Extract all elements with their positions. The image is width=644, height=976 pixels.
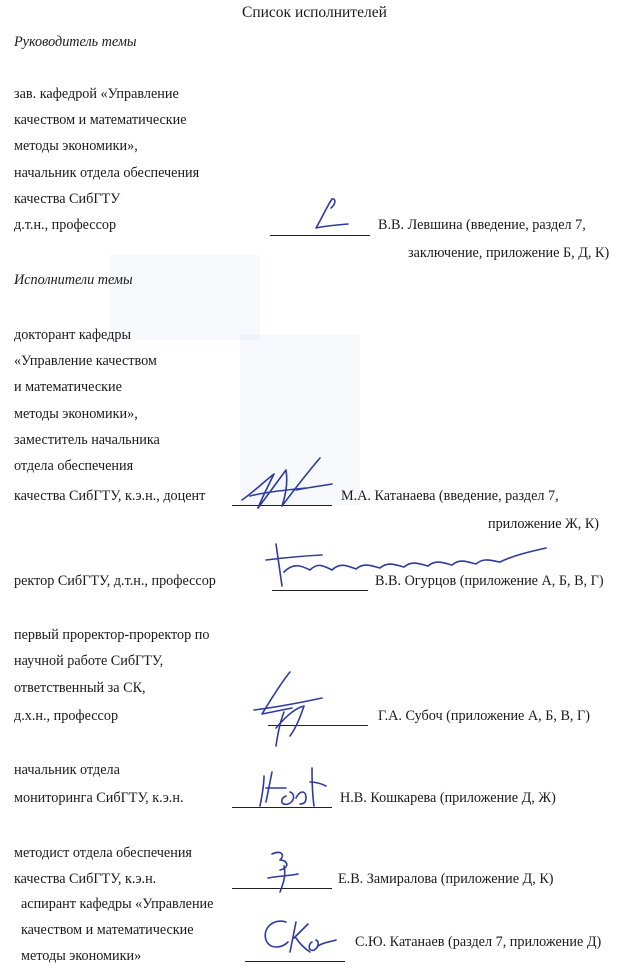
leader-position-line: методы экономики», [14, 138, 138, 154]
performer-name: С.Ю. Катанаев (раздел 7, приложение Д) [355, 934, 602, 950]
performer-position-line: качества СибГТУ, к.э.н., доцент [14, 488, 206, 504]
signature-zamiralova [262, 846, 312, 896]
performer-position-line: методист отдела обеспечения [14, 845, 192, 861]
leader-position-line: начальник отдела обеспечения [14, 165, 200, 181]
performer-position-line: методы экономики», [14, 406, 138, 422]
performer-position-line: заместитель начальника [14, 432, 160, 448]
leader-position-line: качества СибГТУ [14, 191, 121, 207]
performer-position-line: качества СибГТУ, к.э.н. [14, 871, 157, 887]
leader-position-line: качеством и математические [14, 112, 187, 128]
performer-position-line: методы экономики» [21, 948, 142, 964]
performer-name: Е.В. Замиралова (приложение Д, К) [338, 871, 554, 887]
performer-position-line: ответственный за СК, [14, 680, 146, 696]
performer-position-line: аспирант кафедры «Управление [21, 896, 214, 912]
performer-position-line: докторант кафедры [14, 327, 131, 343]
signature-koshkareva [256, 762, 336, 812]
page-title: Список исполнителей [242, 4, 387, 21]
performer-position-line: ректор СибГТУ, д.т.н., профессор [14, 573, 216, 589]
signature-katanaeva [236, 450, 346, 520]
section-heading-leader: Руководитель темы [14, 34, 137, 50]
performer-position-line: д.х.н., профессор [14, 708, 119, 724]
signature-suboch [246, 668, 336, 758]
performer-name: Н.В. Кошкарева (приложение Д, Ж) [340, 790, 556, 806]
performer-position-line: отдела обеспечения [14, 458, 134, 474]
signature-levshina [302, 196, 362, 238]
leader-position-line: зав. кафедрой «Управление [14, 86, 179, 102]
signature-katanaev [256, 912, 346, 962]
performer-position-line: научной работе СибГТУ, [14, 653, 164, 669]
performer-name: Г.А. Субоч (приложение А, Б, В, Г) [378, 708, 590, 724]
leader-name: В.В. Левшина (введение, раздел 7, [378, 217, 586, 233]
performer-position-line: первый проректор-проректор по [14, 627, 210, 643]
performer-position-line: мониторинга СибГТУ, к.э.н. [14, 790, 184, 806]
leader-name-continued: заключение, приложение Б, Д, К) [408, 245, 610, 261]
performer-position-line: «Управление качеством [14, 353, 157, 369]
performer-name-continued: приложение Ж, К) [488, 516, 600, 532]
paper-shadow [110, 255, 260, 340]
performer-name: М.А. Катанаева (введение, раздел 7, [341, 488, 559, 504]
section-heading-performers: Исполнители темы [14, 272, 133, 288]
performer-position-line: качеством и математические [21, 922, 194, 938]
leader-position-line: д.т.н., профессор [14, 217, 117, 233]
performer-position-line: начальник отдела [14, 762, 120, 778]
performer-position-line: и математические [14, 379, 122, 395]
performer-name: В.В. Огурцов (приложение А, Б, В, Г) [375, 573, 604, 589]
